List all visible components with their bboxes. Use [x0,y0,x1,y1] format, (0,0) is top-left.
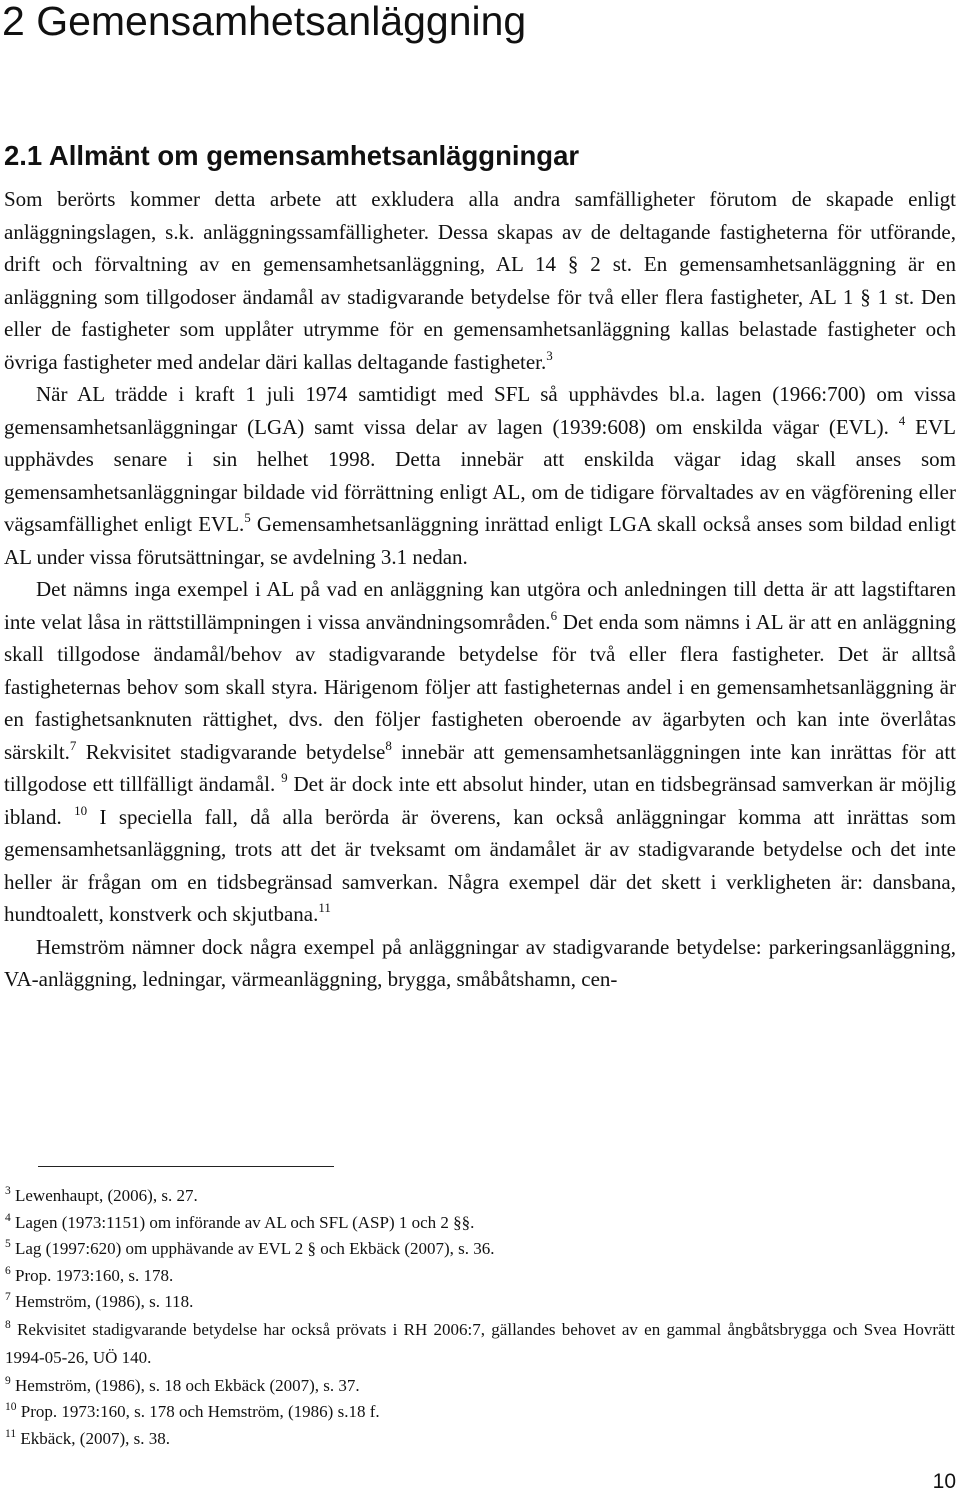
paragraph-3-text-d: innebär att gemensamhetsanläggningen inte kan inrättas för att tillgodose ett tillfälligt ändamål. [4,739,956,796]
footnote-number: 4 [5,1211,11,1224]
footnote-text: Prop. 1973:160, s. 178 och Hemström, (1986) s.18 f. [20,1402,380,1421]
footnote-divider [38,1166,334,1167]
footnote [5,1426,955,1453]
footnote-ref-6[interactable]: 6 [550,607,558,623]
paragraph-1 [4,183,956,378]
footnote-text: Lag (1997:620) om upphävande av EVL 2 § och Ekbäck (2007), s. 36. [15,1239,495,1258]
paragraph-3-text-c: Rekvisitet stadigvarande betydelse [76,739,386,764]
paragraph-4-text: Hemström nämner dock några exempel på anläggningar av stadigvarande betydelse: parkeringsanläggning, VA-anläggning, ledningar, värmeanläggning, brygga, småbåtshamn, cen- [4,934,956,991]
footnote-text: Lewenhaupt, (2006), s. 27. [15,1186,198,1205]
footnote-ref-4[interactable]: 4 [898,412,906,428]
footnote [5,1373,955,1400]
footnote-number: 9 [5,1374,11,1387]
paragraph-3-text-b: Det enda som nämns i AL är att en anläggning skall tillgodose ändamål/behov av stadigvarande betydelse för två eller flera fastigheter. Det är alltså fastigheternas behov som skall styra. Härigenom följer att fastigheternas andel i en gemensamhetsanläggning är en fastighetsanknuten rättighet, dvs. den följer fastigheten oberoende av ägarbyten och kan inte överlåtas särskilt. [4,609,956,764]
footnote-number: 8 [5,1318,11,1331]
paragraph-2-text-a: När AL trädde i kraft 1 juli 1974 samtidigt med SFL så upphävdes bl.a. lagen (1966:700) om vissa gemensamhetsanläggningar (LGA) samt vissa delar av lagen (1939:608) om enskilda vägar (EVL). [4,382,956,439]
footnote [5,1316,955,1373]
footnote-text: Rekvisitet stadigvarande betydelse har också prövats i RH 2006:7, gällandes behovet av en gammal ångbåtsbrygga och Svea Hovrätt 1994-05-26, UÖ 140. [5,1319,955,1367]
paragraph-2 [4,378,956,573]
paragraph-4 [4,931,956,996]
footnote-text: Hemström, (1986), s. 118. [15,1292,194,1311]
paragraph-3-text-a: Det nämns inga exempel i AL på vad en anläggning kan utgöra och anledningen till detta är att lagstiftaren inte velat låsa in rättstillämpningen i vissa användningsområden. [4,577,956,634]
paragraph-3-text-f: I speciella fall, då alla berörda är överens, kan också anläggningar komma att inrättas som gemensamhetsanläggning, trots att det är tveksamt om ändamålet är av stadigvarande betydelse och det inte heller är frågan om en tidsbegränsad samverkan. Några exempel där det skett i verkligheten är: dansbana, hundtoalett, konstverk och skjutbana. [4,804,956,926]
footnote-number: 6 [5,1264,11,1277]
footnote-ref-5[interactable]: 5 [244,510,251,525]
paragraph-1-text: Som berörts kommer detta arbete att exkludera alla andra samfälligheter förutom de skapade enligt anläggningslagen, s.k. anläggningssamfälligheter. Dessa skapas av de deltagande fastigheterna för utförande, drift och förvaltning av en gemensamhetsanläggning, AL 14 § 2 st. En gemensamhetsanläggning är en anläggning som tillgodoser ändamål av stadigvarande betydelse för två eller flera fastigheter, AL 1 § 1 st. Den eller de fastigheter som upplåter utrymme för en gemensamhetsanläggning kallas belastade fastigheter och övriga fastigheter med andelar däri kallas deltagande fastigheter. [4,187,956,374]
footnote-number: 7 [5,1291,11,1303]
footnote-text: Lagen (1973:1151) om införande av AL och SFL (ASP) 1 och 2 §§. [15,1212,475,1232]
footnote-ref-8[interactable]: 8 [385,737,392,753]
chapter-heading: 2 Gemensamhetsanläggning [2,0,527,44]
paragraph-3 [4,573,956,931]
footnote [5,1210,955,1237]
footnote [5,1289,955,1316]
footnote-text: Prop. 1973:160, s. 178. [15,1265,174,1285]
paragraph-3-text-e: Det är dock inte ett absolut hinder, utan en tidsbegränsad samverkan är möjlig ibland. [4,772,956,829]
footnote-number: 10 [5,1401,17,1413]
body-text [4,183,956,996]
paragraph-2-text-c: Gemensamhetsanläggning inrättad enligt LGA skall också anses som bildad enligt AL under vissa förutsättningar, se avdelning 3.1 nedan. [4,512,956,569]
footnote-ref-7[interactable]: 7 [69,737,77,753]
footnote-ref-10[interactable]: 10 [74,802,88,818]
footnote-text: Hemström, (1986), s. 18 och Ekbäck (2007), s. 37. [15,1375,360,1395]
footnote-ref-11[interactable]: 11 [318,900,331,915]
page-number: 10 [932,1470,956,1493]
footnote [5,1399,955,1426]
footnote [5,1263,955,1290]
section-heading: 2.1 Allmänt om gemensamhetsanläggningar [4,140,580,171]
footnote-number: 3 [5,1185,11,1197]
footnote [5,1236,955,1263]
footnote-text: Ekbäck, (2007), s. 38. [20,1428,170,1448]
footnote-ref-9[interactable]: 9 [281,770,288,785]
footnote-ref-3[interactable]: 3 [546,347,553,363]
footnotes [5,1183,955,1452]
footnote-number: 11 [5,1427,17,1440]
paragraph-2-text-b: EVL upphävdes senare i sin helhet 1998. Detta innebär att enskilda vägar idag skall anses som gemensamhetsanläggningar bildade vid förrättning enligt AL, om de tidigare förvaltades av en vägförening eller vägsamfällighet enligt EVL. [4,414,956,536]
footnote [5,1183,955,1210]
footnote-number: 5 [5,1238,11,1250]
